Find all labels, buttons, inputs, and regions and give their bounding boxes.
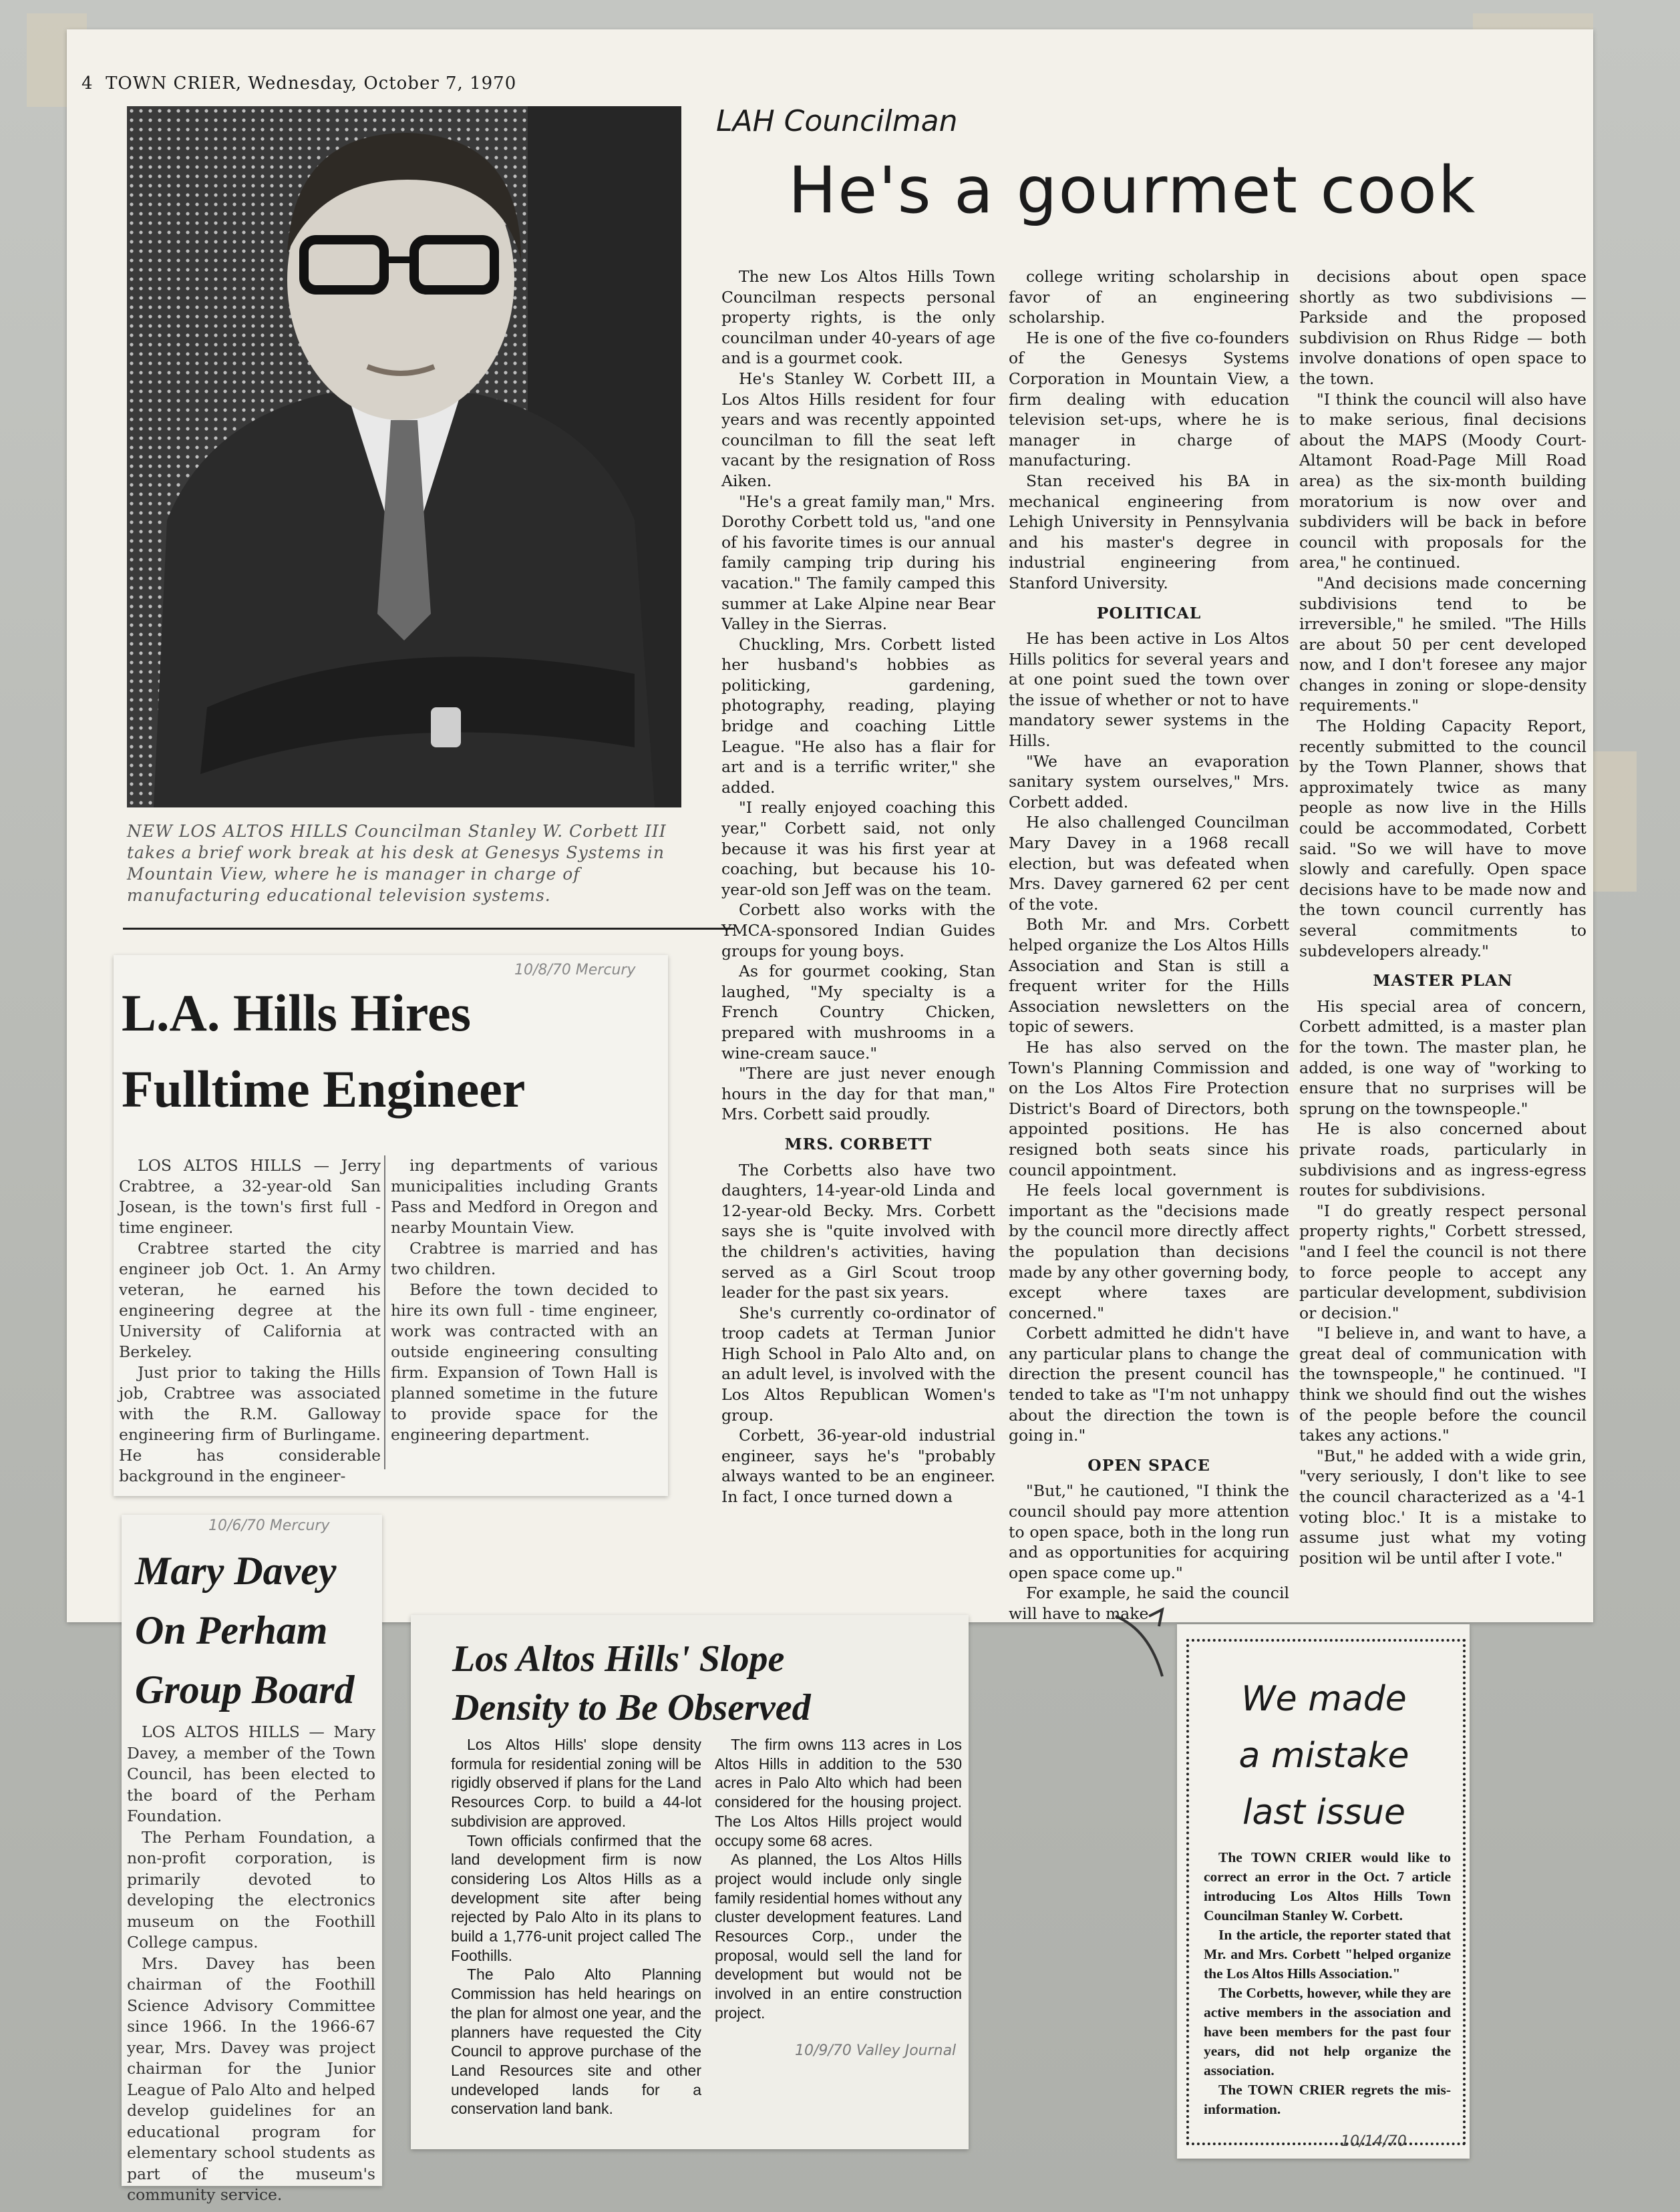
clipping-column-right xyxy=(391,1155,658,1445)
headline-line: Fulltime Engineer xyxy=(122,1060,526,1118)
paragraph: "I believe in, and want to have, a great deal of communication with the townspeople," he continued. "I think we should find out the wishes of the people before the council takes any actions." xyxy=(1299,1324,1586,1445)
paragraph: The Palo Alto Planning Commission has held hearings on the plan for almost one year, and the planners have requested the City Council to approve purchase of the Land Resources site and other undeveloped lands for a conservation land bank. xyxy=(451,1966,701,2118)
paragraph: He's Stanley W. Corbett III, a Los Altos Hills resident for four years and was recently appointed councilman to fill the seat left vacant by the resignation of Ross Aiken. xyxy=(721,369,995,490)
paragraph: Corbett admitted he didn't have any particular plans to change the direction the present council has tended to take as "I'm not unhappy about the direction the town is going in." xyxy=(1009,1324,1289,1445)
portrait-illustration xyxy=(127,106,681,807)
paragraph: As planned, the Los Altos Hills project would include only single family residential homes without any cluster development features. Land Resources Corp., under the proposal, would sell the land for development but would not be involved in an entire construction project. xyxy=(715,1851,962,2022)
subhead-political: POLITICAL xyxy=(1096,603,1202,622)
paragraph: The Perham Foundation, a non-profit corporation, is primarily devoted to developing the electronics museum on the Foothill College campus. xyxy=(127,1827,375,1952)
paragraph: Corbett also works with the YMCA-sponsored Indian Guides groups for young boys. xyxy=(721,900,995,960)
paragraph: "And decisions made concerning subdivisions tend to be irreversible," he smiled. "The Hills are about 50 per cent developed now, and I don't foresee any major changes in zoning or slope-density requirements." xyxy=(1299,573,1586,715)
headline-line: Group Board xyxy=(135,1668,355,1712)
paragraph: Crabtree is married and has two children. xyxy=(391,1239,658,1278)
paragraph: The TOWN CRIER regrets the mis-information. xyxy=(1204,2082,1451,2117)
paragraph: The new Los Altos Hills Town Councilman respects personal property rights, is the only councilman under 40-years of age and is a gourmet cook. xyxy=(721,267,995,368)
paragraph: The firm owns 113 acres in Los Altos Hills in addition to the 530 acres in Palo Alto which had been considered for the housing project. The Los Altos Hills project would occupy some 68 acres. xyxy=(715,1736,962,1849)
clipping-column-left xyxy=(119,1155,381,1487)
paragraph: Before the town decided to hire its own full - time engineer, work was contracted with an outside engineering consulting firm. Expansion of Town Hall is planned sometime in the future to provide space for the engineering department. xyxy=(391,1280,658,1444)
paragraph: Stan received his BA in mechanical engineering from Lehigh University in Pennsylvania and his master's degree in industrial engineering from Stanford University. xyxy=(1009,471,1289,592)
arrow-mark-icon xyxy=(1109,1603,1189,1690)
headline-line: last issue xyxy=(1242,1793,1405,1833)
subhead-mrs-corbett: MRS. CORBETT xyxy=(784,1134,933,1153)
clipping-column-right xyxy=(715,1735,962,2023)
paragraph: college writing scholarship in favor of an engineering scholarship. xyxy=(1009,267,1289,327)
page-folio xyxy=(81,73,516,94)
paragraph: His special area of concern, Corbett admitted, is a master plan for the town. The master plan, he added, is one way of "working to ensure that no surprises will be sprung on the townspeople." xyxy=(1299,996,1586,1118)
paragraph: "I do greatly respect personal property rights," Corbett stressed, "and I feel the council is not there to force people to accept any particular development, subdivision or decision." xyxy=(1299,1201,1586,1322)
headline-line: L.A. Hills Hires xyxy=(122,984,471,1042)
folio-number: 4 xyxy=(81,73,94,94)
clipping-headline xyxy=(1197,1671,1451,1841)
paragraph: "But," he added with a wide grin, "very seriously, I don't like to see the council characterized as a '4-1 voting bloc.' It is a mistake to assume just what my voting position wil be until after I vote." xyxy=(1299,1446,1586,1568)
paragraph: Corbett, 36-year-old industrial engineer, says he's "probably always wanted to be an engineer. In fact, I once turned down a xyxy=(721,1426,995,1507)
article-column-1 xyxy=(721,266,995,1507)
paragraph: Los Altos Hills' slope density formula for residential zoning will be rigidly observed if plans for the Land Resources Corp. to build a 44-lot subdivision are approved. xyxy=(451,1736,701,1830)
paragraph: "He's a great family man," Mrs. Dorothy Corbett told us, "and one of his favorite times is our annual family camping trip during his vacation." The family camped this summer at Lake Alpine near Bear Valley in the Sierras. xyxy=(721,492,995,634)
paragraph: "But," he cautioned, "I think the council should pay more attention to open space, both in the long run and as opportunities for acquiring open space come up." xyxy=(1009,1481,1289,1582)
subhead-open-space: OPEN SPACE xyxy=(1087,1455,1210,1475)
paragraph: The Corbetts, however, while they are active members in the association and have been members for the past four years, did not help organize the association. xyxy=(1204,1985,1451,2078)
headline-line: Mary Davey xyxy=(135,1549,337,1593)
clipping-slope-density xyxy=(411,1615,969,2149)
paragraph: He also challenged Councilman Mary Davey in a 1968 recall election, but was defeated when Mrs. Davey garnered 62 per cent of the vote. xyxy=(1009,813,1289,914)
clipping-mary-davey xyxy=(122,1515,382,2204)
handwritten-date: 10/9/70 Valley Journal xyxy=(795,2042,957,2059)
paragraph: "We have an evaporation sanitary system ourselves," Mrs. Corbett added. xyxy=(1009,751,1289,811)
paragraph: Both Mr. and Mrs. Corbett helped organize the Los Altos Hills Association and Stan is still a frequent writer for the Hills Association newsletters on the topic of sewers. xyxy=(1009,915,1289,1037)
paragraph: ing departments of various municipalities including Grants Pass and Medford in Oregon and nearby Mountain View. xyxy=(391,1156,658,1237)
handwritten-date: 10/6/70 Mercury xyxy=(208,1517,330,1534)
paragraph: LOS ALTOS HILLS — Jerry Crabtree, a 32-year-old San Josean, is the town's first full - time engineer. xyxy=(119,1156,381,1237)
paragraph: As for gourmet cooking, Stan laughed, "My specialty is a French Country Chicken, prepared with mushrooms in a wine-cream sauce." xyxy=(721,962,995,1063)
paragraph: LOS ALTOS HILLS — Mary Davey, a member of the Town Council, has been elected to the board of the Perham Foundation. xyxy=(127,1722,375,1825)
clipping-headline xyxy=(135,1541,354,1720)
divider-rule xyxy=(123,928,734,930)
paragraph: For example, he said the council will have to make xyxy=(1009,1584,1289,1623)
clipping-headline xyxy=(122,975,525,1127)
paragraph: The TOWN CRIER would like to correct an error in the Oct. 7 article introducing Los Altos Hills Town Councilman Stanley W. Corbett. xyxy=(1204,1849,1451,1923)
folio-text: TOWN CRIER, Wednesday, October 7, 1970 xyxy=(106,73,517,94)
paragraph: He has also served on the Town's Planning Commission and on the Los Altos Fire Protection District's Board of Directors, both appointed positions. He has resigned both seats since his council appointment. xyxy=(1009,1037,1289,1179)
paragraph: In the article, the reporter stated that Mr. and Mrs. Corbett "helped organize the Los Altos Hills Association." xyxy=(1204,1927,1451,1982)
paragraph: The Holding Capacity Report, recently submitted to the council by the Town Planner, shows that approximately twice as many people as now live in the Hills could be accommodated, Corbett said. "So we will have to move slowly and carefully. Open space decisions have to be made now and the town council currently has several commitments to subdevelopers already." xyxy=(1299,717,1586,960)
clipping-body xyxy=(127,1722,375,2206)
paragraph: Mrs. Davey has been chairman of the Foothill Science Advisory Committee since 1966. In the 1966-67 year, Mrs. Davey was project chairman for the Junior League of Palo Alto and helped develop guidelines for an educational program for elementary school students as part of the museum's community service. xyxy=(127,1954,375,2204)
headline-line: On Perham xyxy=(135,1608,328,1652)
paragraph: Chuckling, Mrs. Corbett listed her husband's hobbies as politicking, gardening, photography, reading, playing bridge and coaching Little League. "He also has a flair for art and is a terrific writer," she added. xyxy=(721,634,995,797)
paragraph: decisions about open space shortly as two subdivisions — Parkside and the proposed subdivision on Rhus Ridge — both involve donations of open space to the town. xyxy=(1299,267,1586,388)
headline-line: We made xyxy=(1241,1679,1407,1719)
clipping-engineer xyxy=(114,955,668,1496)
paragraph: She's currently co-ordinator of troop cadets at Terman Junior High School in Palo Alto and, on an adult level, is involved with the Los Altos Republican Women's group. xyxy=(721,1303,995,1425)
paragraph: "I really enjoyed coaching this year," Corbett said, not only because it was his first year at coaching, but because his 10-year-old son Jeff was on the team. xyxy=(721,798,995,899)
photo-caption: NEW LOS ALTOS HILLS Councilman Stanley W. Corbett III takes a brief work break at his desk at Genesys Systems in Mountain View, where he is manager in charge of manufacturing educational television systems. xyxy=(127,821,667,905)
subhead-master-plan: MASTER PLAN xyxy=(1373,971,1513,990)
clipping-column-left xyxy=(451,1735,701,2118)
clipping-correction xyxy=(1177,1624,1470,2159)
article-column-2 xyxy=(1009,266,1289,1624)
clipping-headline xyxy=(452,1635,811,1732)
paragraph: "There are just never enough hours in the day for that man," Mrs. Corbett said proudly. xyxy=(721,1064,995,1124)
article-headline: He's a gourmet cook xyxy=(788,153,1477,228)
paragraph: He feels local government is important as the "decisions made by the council more directly affect the population than decisions made by any other governing body, except where taxes are concerned." xyxy=(1009,1181,1289,1322)
handwritten-date: 10/14/70 xyxy=(1341,2133,1407,2150)
paragraph: He has been active in Los Altos Hills politics for several years and at one point sued the town over the issue of whether or not to have mandatory sewer systems in the Hills. xyxy=(1009,629,1289,751)
handwritten-date: 10/8/70 Mercury xyxy=(514,962,636,978)
article-kicker: LAH Councilman xyxy=(716,104,958,138)
paragraph: Town officials confirmed that the land development firm is now considering Los Altos Hills as a development site after being rejected by Palo Alto in its plans to build a 1,776-unit project called The Foothills. xyxy=(451,1831,701,1964)
paragraph: Crabtree started the city engineer job Oct. 1. An Army veteran, he earned his engineering degree at the University of California at Berkeley. xyxy=(119,1239,381,1361)
paragraph: Just prior to taking the Hills job, Crabtree was associated with the R.M. Galloway engineering firm of Burlingame. He has considerable background in the engineer- xyxy=(119,1363,381,1485)
paragraph: "I think the council will also have to make serious, final decisions about the MAPS (Moody Court-Altamont Road-Page Mill Road area) as the six-month building moratorium is now over and subdividers will be back in before council with proposals for the area," he continued. xyxy=(1299,389,1586,572)
paragraph: He is also concerned about private roads, particularly in subdivisions and as ingress-egress routes for subdivisions. xyxy=(1299,1119,1586,1200)
councilman-photo xyxy=(127,106,681,807)
article-column-3 xyxy=(1299,266,1586,1568)
headline-line: Los Altos Hills' Slope xyxy=(452,1638,785,1680)
headline-line: Density to Be Observed xyxy=(452,1687,811,1728)
clipping-body xyxy=(1204,1848,1451,2119)
headline-line: a mistake xyxy=(1238,1736,1409,1776)
paragraph: The Corbetts also have two daughters, 14-year-old Linda and 12-year-old Becky. Mrs. Corbett says she is "quite involved with the children's activities, having served as a Girl Scout troop leader for the past six years. xyxy=(721,1160,995,1302)
paragraph: He is one of the five co-founders of the Genesys Systems Corporation in Mountain View, a firm dealing with education television set-ups, where he is manager in charge of manufacturing. xyxy=(1009,328,1289,470)
column-divider xyxy=(384,1155,385,1469)
